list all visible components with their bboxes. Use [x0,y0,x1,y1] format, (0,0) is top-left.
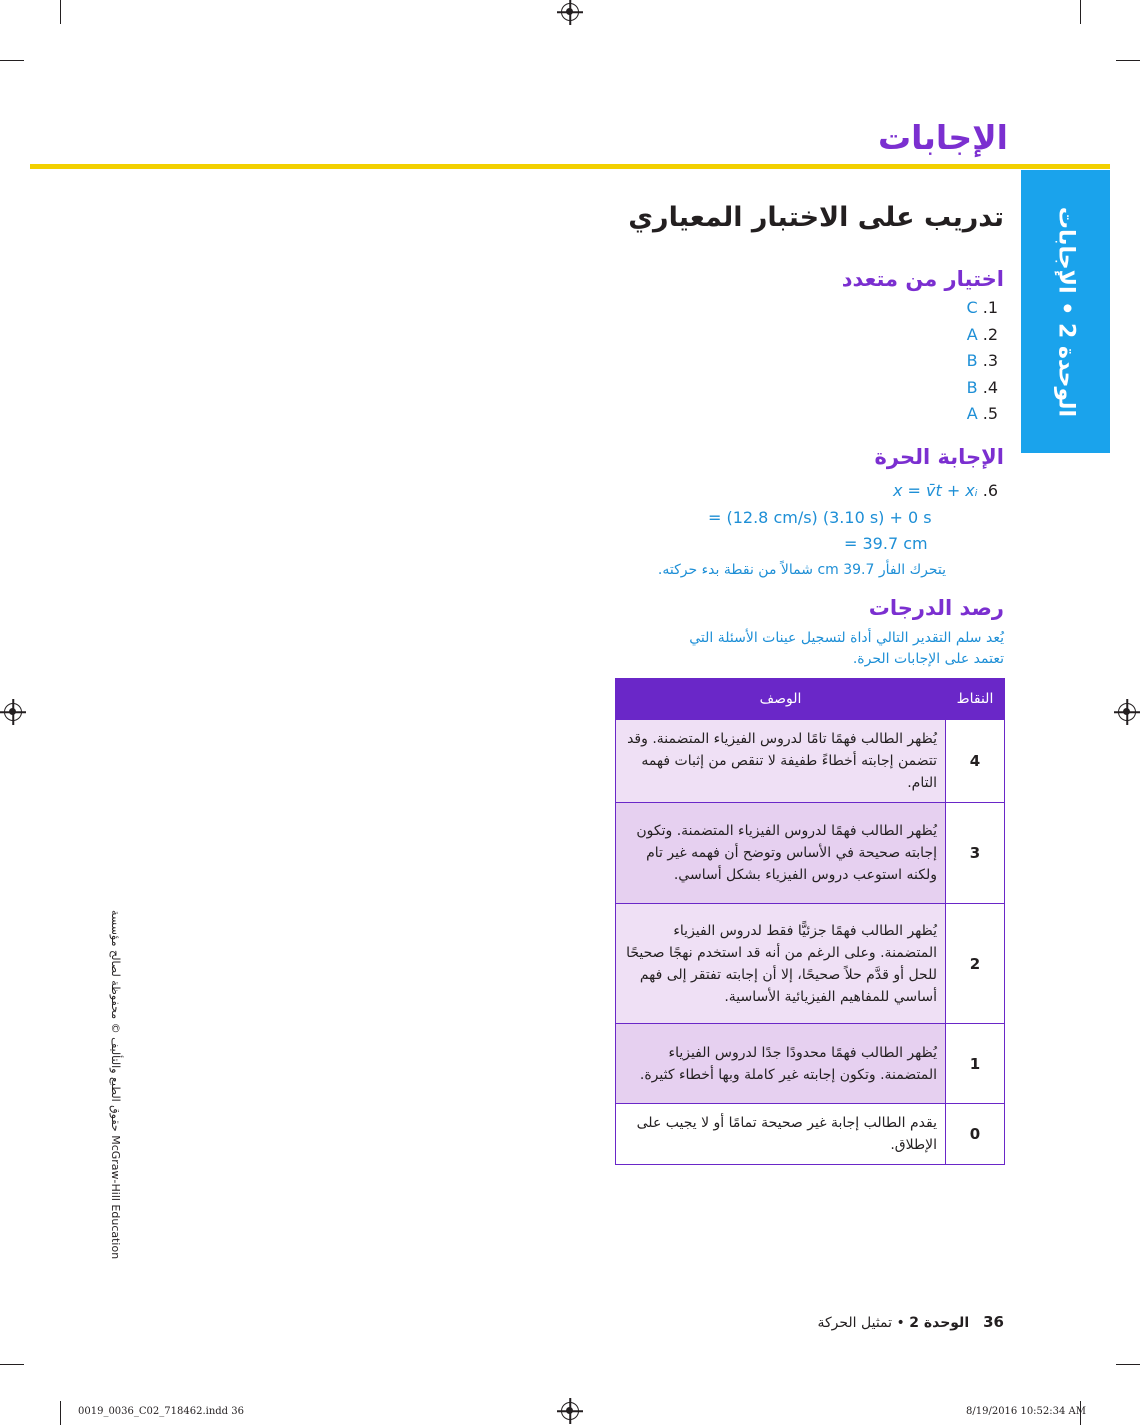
table-row [616,904,1005,1024]
answer-item [967,351,998,370]
rubric-intro-line: تعتمد على الإجابات الحرة. [852,651,1004,667]
score-cell: 1 [946,1024,1005,1104]
answer-item [967,325,998,344]
table-row [616,1104,1005,1165]
score-cell: 3 [946,803,1005,904]
calculation-step: = (12.8 cm/s) (3.10 s) + 0 s [708,508,932,527]
page-number: 36 [983,1313,1004,1331]
description-cell: يقدم الطالب إجابة غير صحيحة تمامًا أو لا يجيب على الإطلاق. [616,1104,946,1165]
answer-letter: A [966,404,978,423]
header-description: الوصف [616,679,946,720]
footer-unit: الوحدة 2 [909,1315,970,1331]
table-row [616,720,1005,803]
score-cell: 2 [946,904,1005,1024]
copyright-notice [100,910,122,1260]
crop-mark [0,1364,24,1365]
question-number: .6 [982,481,998,500]
score-cell: 4 [946,720,1005,803]
crop-mark [60,1401,61,1425]
answer-item [967,404,998,423]
answer-number: .5 [982,404,998,423]
header-score: النقاط [946,679,1005,720]
crop-mark [0,60,24,61]
answer-number: .2 [982,325,998,344]
crop-mark [1116,1364,1140,1365]
answer-item [967,378,998,397]
answer-number: .3 [982,351,998,370]
side-tab-label: الوحدة 2 • الإجابات [1053,206,1078,417]
answer-letter: C [966,298,978,317]
registration-mark-icon [561,1402,579,1420]
answer-letter: B [966,378,978,397]
answer-number: .4 [982,378,998,397]
crop-mark [1116,60,1140,61]
rubric-intro-line: يُعد سلم التقدير التالي أداة لتسجيل عينات الأسئلة التي [689,630,1004,646]
calculation-result: = 39.7 cm [844,534,928,553]
description-cell: يُظهر الطالب فهمًا محدودًا جدًا لدروس الفيزياء المتضمنة. وتكون إجابته غير كاملة وبها أخطاء كثيرة. [616,1024,946,1104]
footer-bullet: • [896,1315,905,1331]
footer-chapter: تمثيل الحركة [817,1315,893,1331]
free-response-formula-line [893,481,998,500]
slug-file: 0019_0036_C02_718462.indd 36 [78,1406,244,1417]
rubric-heading: رصد الدرجات [868,596,1004,620]
table-row [616,1024,1005,1104]
registration-mark-icon [4,703,22,721]
crop-mark [60,0,61,24]
table-header-row [616,679,1005,720]
answer-item [966,298,998,317]
copyright-text: حقوق الطبع والتأليف © محفوظة لصالح مؤسسة McGraw-Hill Education [109,910,122,1260]
description-cell: يُظهر الطالب فهمًا لدروس الفيزياء المتضمنة. وتكون إجابته صحيحة في الأساس وتوضح أن فهمه غير تام ولكنه استوعب دروس الفيزياء بشكل أساسي. [616,803,946,904]
section-title: تدريب على الاختبار المعياري [628,202,1004,233]
description-cell: يُظهر الطالب فهمًا تامًا لدروس الفيزياء المتضمنة. وقد تتضمن إجابته أخطاءً طفيفة لا تنقص من إثبات فهمه التام. [616,720,946,803]
answer-letter: B [966,351,978,370]
page-title: الإجابات [877,118,1008,157]
score-cell: 0 [946,1104,1005,1165]
table-row [616,803,1005,904]
side-tab [1021,170,1110,453]
rubric-table [615,678,1005,1165]
description-cell: يُظهر الطالب فهمًا جزئيًّا فقط لدروس الفيزياء المتضمنة. وعلى الرغم من أنه قد استخدم نهجًا صحيحًا للحل أو قدَّم حلاً صحيحًا، إلا أن إجابته تفتقر إلى فهم أساسي للمفاهيم الفيزيائية الأساسية. [616,904,946,1024]
multiple-choice-heading: اختيار من متعدد [841,267,1004,291]
slug-date: 8/19/2016 10:52:34 AM [966,1406,1087,1417]
answer-letter: A [966,325,978,344]
conclusion-text: يتحرك الفأر 39.7 cm شمالاً من نقطة بدء حركته. [657,562,946,578]
answer-number: .1 [982,298,998,317]
title-rule [30,164,1110,169]
registration-mark-icon [1118,703,1136,721]
formula: x = v̄t + xᵢ [892,481,978,500]
page-footer [817,1313,1004,1331]
free-response-heading: الإجابة الحرة [874,445,1004,469]
registration-mark-icon [561,3,579,21]
crop-mark [1080,0,1081,24]
